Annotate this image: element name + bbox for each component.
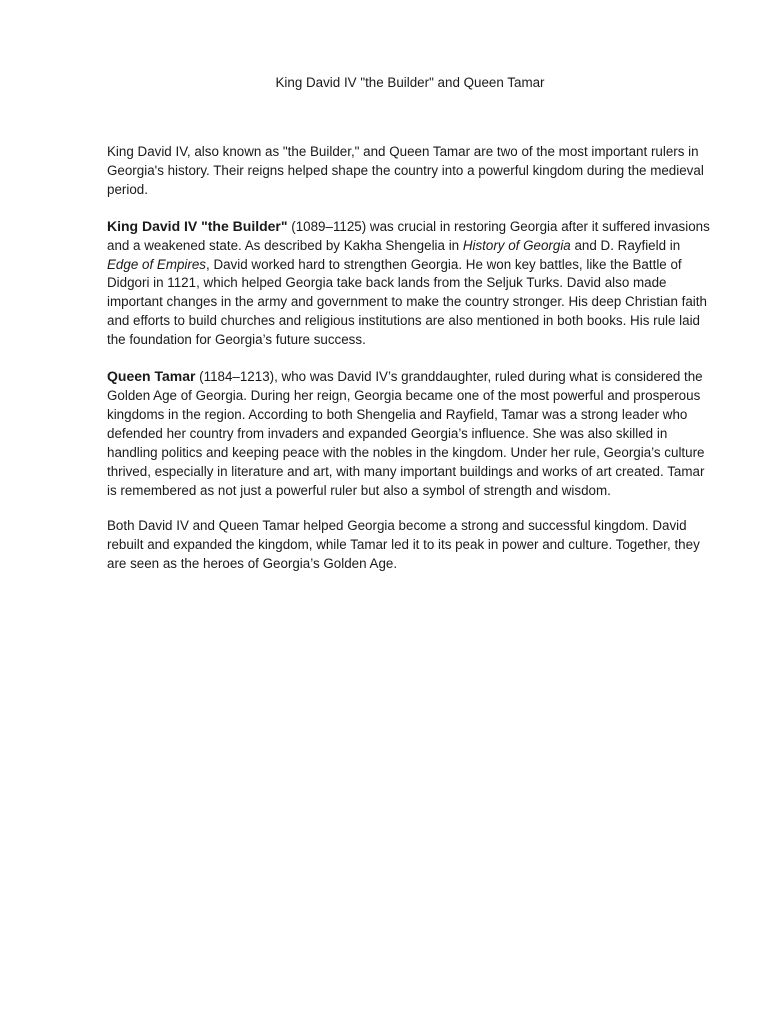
david-text-2: and D. Rayfield in <box>570 237 681 253</box>
intro-paragraph: King David IV, also known as "the Builder," and Queen Tamar are two of the most important rulers in Georgia's history. Their reigns helped shape the country into a powerful kingdom during the medieval period. <box>107 144 704 197</box>
tamar-heading: Queen Tamar <box>107 368 196 385</box>
david-heading: King David IV "the Builder" <box>107 217 288 234</box>
david-text-1: (1089–1125) was crucial in restoring Georgia after it suffered invasions and a weakened state. As described by Kakha Shengelia in <box>107 218 710 253</box>
document-body <box>107 143 713 591</box>
tamar-paragraph <box>107 367 713 500</box>
document-title: King David IV "the Builder" and Queen Tamar <box>275 75 545 90</box>
book-title-edge-of-empires: Edge of Empires <box>107 256 206 272</box>
tamar-text: (1184–1213), who was David IV’s granddaughter, ruled during what is considered the Golden Age of Georgia. During her reign, Georgia became one of the most powerful and prosperous kingdoms in the region. According to both Shengelia and Rayfield, Tamar was a strong leader who defended her country from invaders and expanded Georgia’s influence. She was also skilled in handling politics and keeping peace with the nobles in the kingdom. Under her rule, Georgia’s culture thrived, especially in literature and art, with many important buildings and works of art created. Tamar is remembered as not just a powerful ruler but also a symbol of strength and wisdom. <box>107 369 705 498</box>
conclusion-paragraph: Both David IV and Queen Tamar helped Georgia become a strong and successful kingdom. David rebuilt and expanded the kingdom, while Tamar led it to its peak in power and culture. Together, they are seen as the heroes of Georgia’s Golden Age. <box>107 518 700 572</box>
book-title-history-of-georgia: History of Georgia <box>462 237 571 253</box>
david-paragraph <box>107 217 713 350</box>
david-text-3: , David worked hard to strengthen Georgia. He won key battles, like the Battle of Didgori in 1121, which helped Georgia take back lands from the Seljuk Turks. David also made important changes in the army and government to make the country stronger. His deep Christian faith and efforts to build churches and religious institutions are also mentioned in both books. His rule laid the foundation for Georgia’s future success. <box>107 256 707 348</box>
